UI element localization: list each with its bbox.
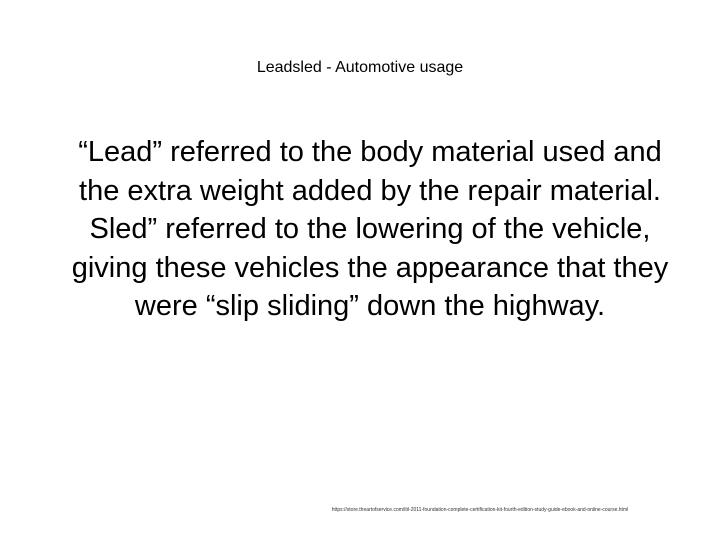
slide-title: Leadsled - Automotive usage bbox=[256, 59, 464, 76]
footer-url: https://store.theartofservice.com/itil-2011-foundation-complete-certification-kit-fourth-edition-study-guide-ebook-and-online-course.html bbox=[331, 507, 629, 513]
slide-body-text: “Lead” referred to the body material used and the extra weight added by the repair material. Sled” referred to the lowering of the vehicle, giving these vehicles the appearance that they were “slip sliding” down the highway. bbox=[71, 136, 669, 322]
